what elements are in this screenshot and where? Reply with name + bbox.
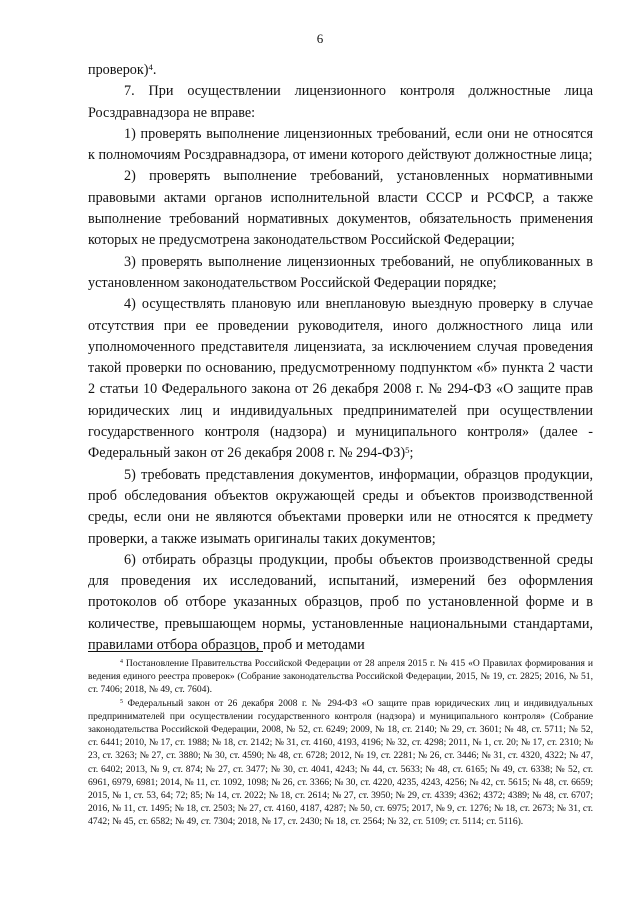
footnote-4 — [88, 657, 593, 697]
list-item-3: 3) проверять выполнение лицензионных требований, не опубликованных в установленном законодательством Российской Федерации порядке; — [88, 253, 593, 291]
paragraph-text: проверок) — [88, 62, 149, 78]
paragraph-text: 4) осуществлять плановую или внеплановую выездную проверку в случае отсутствия при ее проведении руководителя, иного должностного лица или уполномоченного представителя лицензиата, за исключением случая проведения такой проверки по основанию, предусмотренному подпунктом «б» пункта 2 части 2 статьи 10 Федерального закона от 26 декабря 2008 г. № 294-ФЗ «О защите прав юридических лиц и индивидуальных предпринимателей при осуществлении государственного контроля (надзора) и муниципального контроля» (далее - Федеральный закон от 26 декабря 2008 г. № 294-ФЗ) — [88, 296, 593, 462]
footnote-ref-5[interactable]: 5 — [405, 445, 410, 456]
footnote-5 — [88, 697, 593, 829]
footnote-ref-4[interactable]: 4 — [148, 62, 153, 73]
list-item-6: 6) отбирать образцы продукции, пробы объектов производственной среды для проведения их исследований, испытаний, измерений без оформления протоколов об отборе указанных образцов, проб по установленной форме и в количестве, превышающем нормы, установленные национальными стандартами, правилами отбора образцов, проб и методами — [88, 551, 593, 654]
list-item-1: 1) проверять выполнение лицензионных требований, если они не относятся к полномочиям Росздравнадзора, от имени которого действуют должностные лица; — [88, 125, 593, 164]
list-item-4 — [88, 294, 593, 464]
list-item-5: 5) требовать представления документов, информации, образцов продукции, проб обследования объектов окружающей среды и объектов производственной среды, если они не являются объектами проверки или не относятся к предмету проверки, а также изымать оригиналы таких документов; — [88, 466, 593, 547]
footnote-separator — [88, 651, 263, 652]
footnote-mark: 4 — [120, 659, 123, 666]
footnote-text: Федеральный закон от 26 декабря 2008 г. № 294-ФЗ «О защите прав юридических лиц и индивидуальных предпринимателей при осуществлении государственного контроля (надзора) и муниципального контроля» (Собрание законодательства Российской Федерации, 2008, № 52, ст. 6249; 2009, № 18, ст. 2140; № 29, ст. 3601; № 48, ст. 5711; № 52, ст. 6441; 2010, № 17, ст. 1988; № 18, ст. 2142; № 31, ст. 4160, 4193, 4196; № 32, ст. 4298; 2011, № 1, ст. 20; № 17, ст. 2310; № 23, ст. 3263; № 27, ст. 3880; № 30, ст. 4590; № 48, ст. 6728; 2012, № 19, ст. 2281; № 26, ст. 3446; № 31, ст. 4320, 4322; № 47, ст. 6402; 2013, № 9, ст. 874; № 27, ст. 3477; № 30, ст. 4041, 4243; № 44, ст. 5633; № 48, ст. 6165; № 49, ст. 6338; № 52, ст. 6961, 6979, 6981; 2014, № 11, ст. 1092, 1098; № 26, ст. 3366; № 30, ст. 4220, 4235, 4243, 4256; № 42, ст. 5615; № 48, ст. 6659; 2015, № 1, ст. 53, 64; 72; 85; № 14, ст. 2022; № 18, ст. 2614; № 27, ст. 3950; № 29, ст. 4339; 4362; 4372; 4389; № 48, ст. 6707; 2016, № 11, ст. 1495; № 18, ст. 2503; № 27, ст. 4160, 4187, 4287; № 50, ст. 6975; 2017, № 9, ст. 1276; № 18, ст. 2673; № 31, ст. 4742; № 45, ст. 6582; № 49, ст. 7304; 2018, № 17, ст. 2430; № 18, ст. 2564; № 32, ст. 5109; ст. 5114; ст. 5116). — [88, 697, 593, 828]
main-text — [88, 60, 593, 656]
page-number: 6 — [316, 31, 324, 46]
footnotes — [88, 657, 593, 829]
footnote-text: Постановление Правительства Российской Федерации от 28 апреля 2015 г. № 415 «О Правилах формирования и ведения единого реестра проверок» (Собрание законодательства Российской Федерации, 2015, № 19, ст. 2825; 2016, № 51, ст. 7406; 2018, № 49, ст. 7604). — [88, 658, 593, 696]
paragraph-continuation — [88, 60, 593, 81]
paragraph-clause-7: 7. При осуществлении лицензионного контроля должностные лица Росздравнадзора не вправе: — [88, 83, 593, 121]
paragraph-end: ; — [409, 445, 414, 462]
paragraph-end: . — [152, 62, 157, 78]
footnote-mark: 5 — [120, 698, 123, 705]
list-item-2: 2) проверять выполнение требований, установленных нормативными правовыми актами органов исполнительной власти СССР и РСФСР, а также выполнение требований нормативных документов, обязательность применения которых не предусмотрена законодательством Российской Федерации; — [88, 168, 593, 249]
